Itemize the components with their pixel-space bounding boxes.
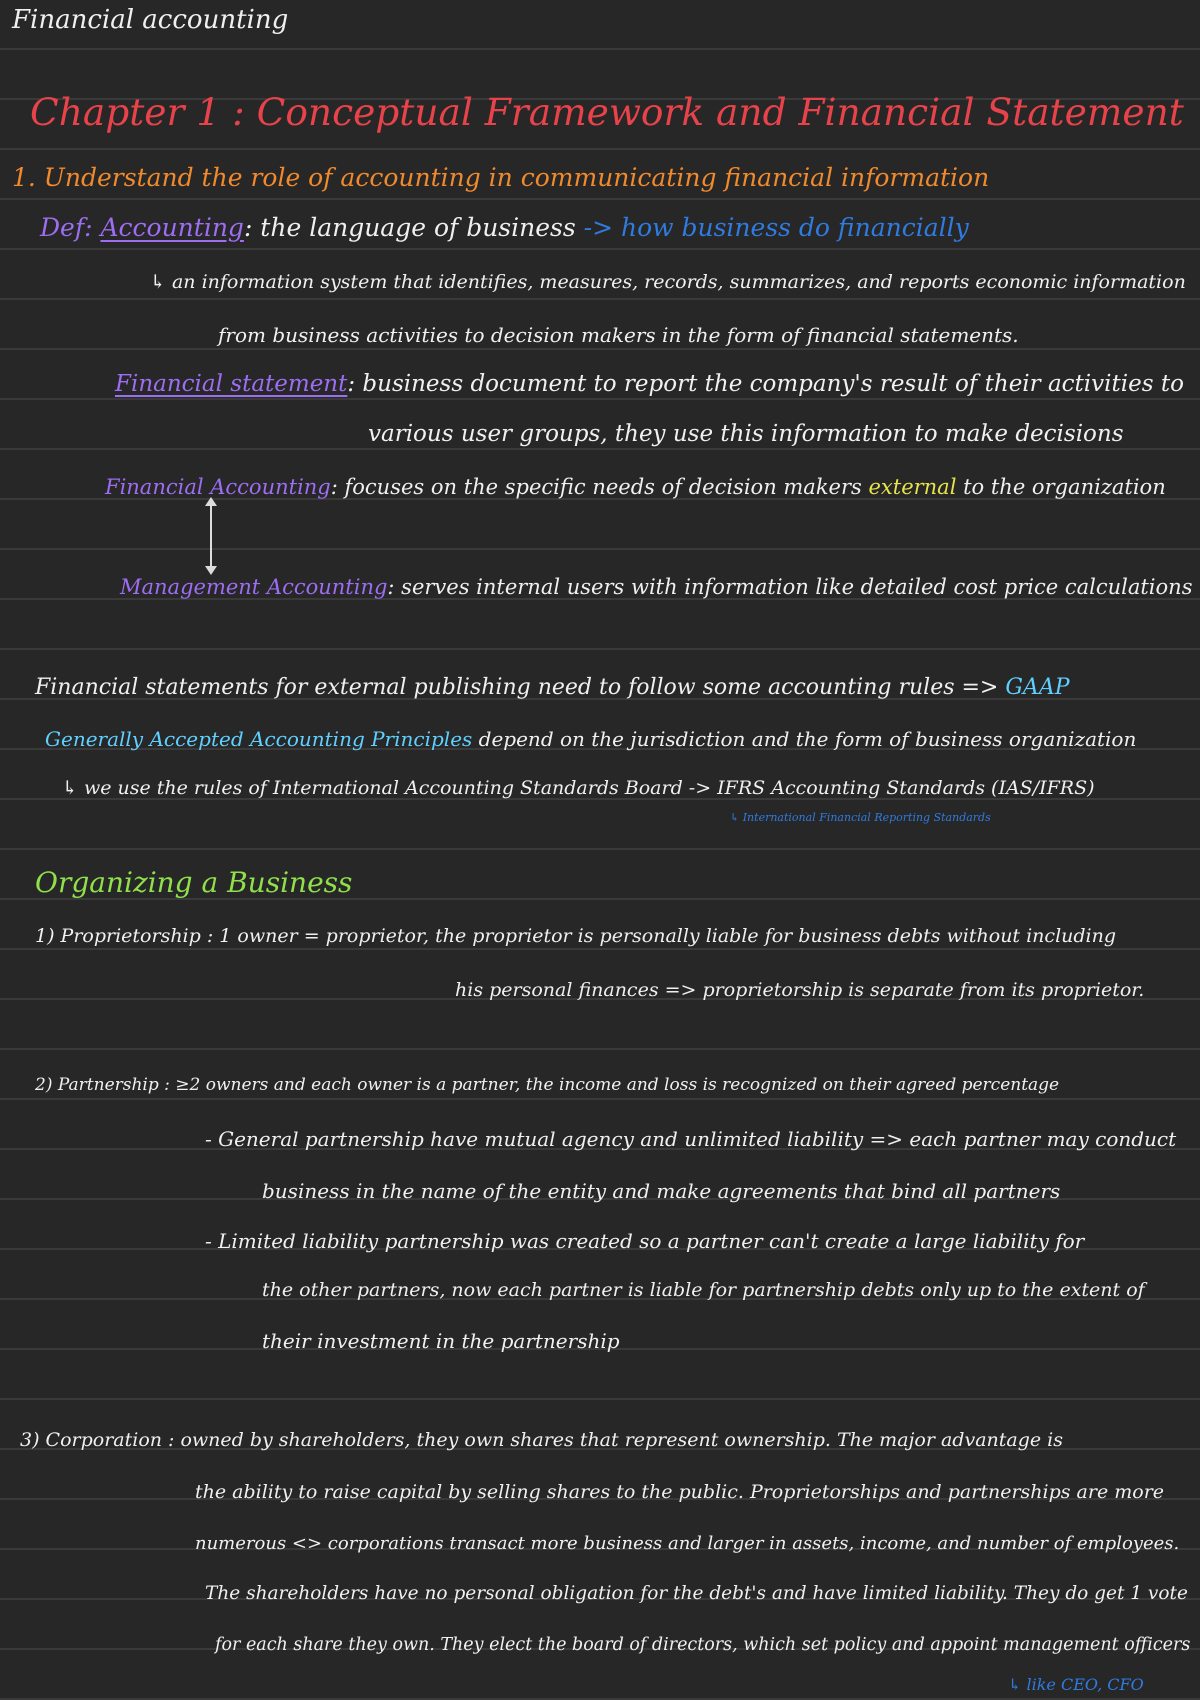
gaap-text-2: depend on the jurisdiction and the form of business organization bbox=[478, 727, 1137, 751]
definition-line-2: ↳ an information system that identifies, measures, records, summarizes, and reports economic information bbox=[150, 271, 1186, 293]
gaap-line-1 bbox=[35, 676, 1070, 700]
ma-term: Management Accounting bbox=[120, 575, 388, 599]
def-term: Accounting bbox=[100, 213, 244, 242]
def-label: Def: bbox=[40, 213, 93, 242]
corporation-note: ↳ like CEO, CFO bbox=[1008, 1675, 1144, 1694]
financial-statement-line bbox=[115, 372, 1184, 397]
double-arrow-icon bbox=[210, 505, 212, 567]
partnership-line-1: 2) Partnership : ≥2 owners and each owner is a partner, the income and loss is recognized on their agreed percentage bbox=[35, 1075, 1060, 1095]
fa-text-after: to the organization bbox=[963, 475, 1166, 499]
proprietorship-line-1: 1) Proprietorship : 1 owner = proprietor, the proprietor is personally liable for business debts without including bbox=[35, 925, 1117, 947]
fa-term: Financial Accounting bbox=[105, 475, 331, 499]
gaap-text: Financial statements for external publishing need to follow some accounting rules => bbox=[35, 675, 999, 700]
corporation-line-5: for each share they own. They elect the board of directors, which set policy and appoint management officers bbox=[215, 1635, 1191, 1655]
definition-line bbox=[40, 214, 969, 242]
chapter-title: Chapter 1 : Conceptual Framework and Financial Statement bbox=[30, 90, 1184, 134]
gaap-term: Generally Accepted Accounting Principles bbox=[45, 727, 473, 751]
financial-accounting-line bbox=[105, 476, 1166, 499]
partnership-line-3: business in the name of the entity and make agreements that bind all partners bbox=[262, 1179, 1061, 1203]
ma-text: : serves internal users with information like detailed cost price calculations bbox=[387, 575, 1193, 599]
note-title: Financial accounting bbox=[12, 5, 289, 35]
partnership-line-2: - General partnership have mutual agency and unlimited liability => each partner may conduct bbox=[205, 1127, 1177, 1151]
corporation-line-1: 3) Corporation : owned by shareholders, they own shares that represent ownership. The major advantage is bbox=[20, 1429, 1063, 1451]
gaap-line-3: ↳ we use the rules of International Accounting Standards Board -> IFRS Accounting Standards (IAS/IFRS) bbox=[62, 777, 1095, 799]
def-note: -> how business do financially bbox=[583, 213, 969, 242]
partnership-line-6: their investment in the partnership bbox=[262, 1329, 620, 1353]
fa-text: : focuses on the specific needs of decision makers bbox=[330, 475, 862, 499]
partnership-line-5: the other partners, now each partner is liable for partnership debts only up to the extent of bbox=[262, 1279, 1145, 1301]
fa-highlight: external bbox=[868, 475, 957, 499]
management-accounting-line bbox=[120, 576, 1192, 599]
corporation-line-3: numerous <> corporations transact more business and larger in assets, income, and number of employees. bbox=[195, 1533, 1180, 1554]
organizing-heading: Organizing a Business bbox=[35, 866, 353, 899]
section-heading: 1. Understand the role of accounting in communicating financial information bbox=[12, 163, 990, 192]
corporation-line-2: the ability to raise capital by selling shares to the public. Proprietorships and partnerships are more bbox=[195, 1481, 1165, 1503]
partnership-line-4: - Limited liability partnership was created so a partner can't create a large liability for bbox=[205, 1229, 1085, 1253]
fs-text: : business document to report the company's result of their activities to bbox=[347, 371, 1184, 397]
financial-statement-line-2: various user groups, they use this information to make decisions bbox=[368, 421, 1124, 447]
gaap-note: ↳ International Financial Reporting Standards bbox=[730, 811, 991, 824]
corporation-line-4: The shareholders have no personal obligation for the debt's and have limited liability. They do get 1 vote bbox=[205, 1583, 1188, 1604]
def-text: : the language of business bbox=[243, 213, 576, 242]
proprietorship-line-2: his personal finances => proprietorship is separate from its proprietor. bbox=[455, 979, 1145, 1001]
gaap-line-2 bbox=[45, 728, 1136, 750]
gaap-acronym: GAAP bbox=[1005, 675, 1070, 700]
fs-term: Financial statement bbox=[115, 371, 348, 397]
definition-line-3: from business activities to decision makers in the form of financial statements. bbox=[218, 323, 1019, 347]
